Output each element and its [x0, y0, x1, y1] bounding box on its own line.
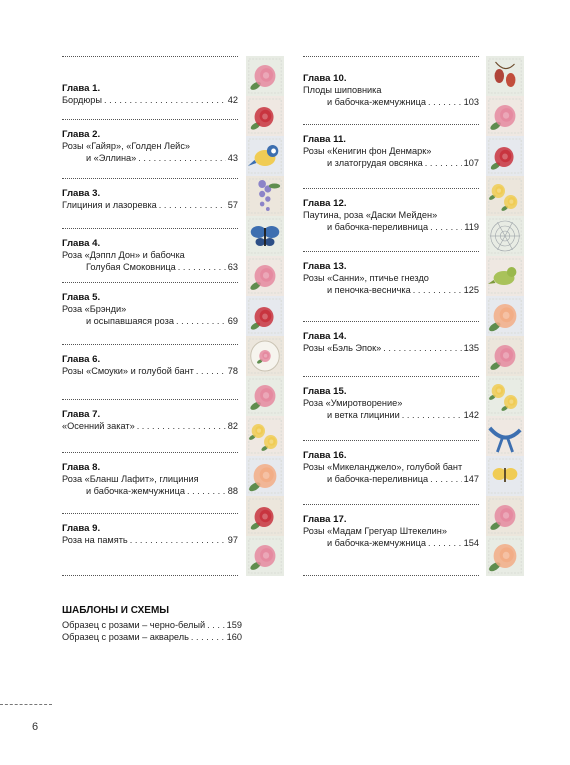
chapter-line-text: Розы «Микеланджело», голубой бант: [303, 462, 463, 472]
toc-entry[interactable]: [62, 129, 238, 164]
dot-leader: [413, 285, 462, 297]
templates-item-page: 160: [226, 632, 242, 642]
dot-leader: [383, 343, 461, 355]
chapter-page-number: 43: [227, 152, 238, 163]
dot-leader: [207, 619, 225, 631]
rose-hips-icon: [486, 56, 524, 96]
dotted-separator: [303, 124, 479, 125]
dot-leader: [178, 262, 226, 274]
toc-entry[interactable]: [62, 292, 238, 327]
dotted-separator: [62, 399, 238, 400]
chapter-line-text: и ветка глицинии: [327, 409, 400, 420]
dot-leader: [425, 158, 462, 170]
chapter-page-number: 103: [463, 96, 479, 107]
chapter-line-text: Плоды шиповника: [303, 85, 382, 95]
toc-entry[interactable]: [303, 331, 479, 355]
toc-entry[interactable]: [303, 261, 479, 296]
dot-leader: [159, 200, 226, 212]
chapter-line: [62, 366, 238, 378]
chapter-line-text: и пеночка-весничка: [327, 284, 411, 295]
chapter-line: [303, 398, 479, 410]
yellow-roses-icon: [246, 416, 284, 456]
dotted-separator: [303, 575, 479, 576]
plate-icon: [246, 336, 284, 376]
toc-entry[interactable]: [303, 134, 479, 169]
chapter-line-text: Паутина, роза «Даски Мейден»: [303, 210, 438, 220]
chapter-line: [303, 158, 479, 170]
dot-leader: [428, 97, 462, 109]
chapter-line-text: и осыпавшаяся роза: [86, 315, 174, 326]
chapter-line-text: Роза «Брэнди»: [62, 304, 127, 314]
chapter-title: Глава 17.: [303, 514, 347, 525]
blue-butterfly-icon: [246, 216, 284, 256]
dotted-separator: [303, 56, 479, 57]
chapter-title: Глава 14.: [303, 331, 347, 342]
chapter-page-number: 154: [463, 537, 479, 548]
dot-leader: [196, 366, 226, 378]
chapter-title: Глава 7.: [62, 409, 101, 420]
decorative-strip-right: [486, 56, 524, 576]
dotted-separator: [62, 119, 238, 120]
chapter-page-number: 147: [463, 473, 479, 484]
toc-entry[interactable]: [303, 198, 479, 233]
chapter-line: [62, 304, 238, 316]
chapter-page-number: 97: [227, 535, 238, 545]
chapter-line: [303, 222, 479, 234]
yellow-roses-icon: [486, 376, 524, 416]
chapter-line-text: Розы «Мадам Грегуар Штекелин»: [303, 526, 447, 536]
chapter-line-text: Роза «Бланш Лафит», глициния: [62, 474, 199, 484]
dot-leader: [191, 631, 225, 643]
chapter-title: Глава 16.: [303, 450, 347, 461]
red-rose-icon: [246, 296, 284, 336]
toc-entry[interactable]: [303, 514, 479, 549]
chapter-line-text: и бабочка-переливница: [327, 473, 429, 484]
dot-leader: [176, 316, 226, 328]
chapter-line-text: «Осенний закат»: [62, 421, 135, 431]
chapter-line-text: Розы «Гайяр», «Голден Лейс»: [62, 141, 191, 151]
chapter-page-number: 63: [227, 261, 238, 272]
chapter-line-text: Роза на память: [62, 535, 128, 545]
chapter-line: [62, 200, 238, 212]
dotted-separator: [62, 575, 238, 576]
dotted-separator: [303, 321, 479, 322]
dot-leader: [430, 222, 462, 234]
dotted-separator: [303, 504, 479, 505]
chapter-line-text: и бабочка-жемчужница: [327, 96, 426, 107]
chapter-line-text: и бабочка-жемчужница: [327, 537, 426, 548]
pink-rose-icon: [246, 256, 284, 296]
chapter-line: [62, 95, 238, 107]
chapter-line: [303, 85, 479, 97]
wisteria-sprig-icon: [246, 176, 284, 216]
toc-entry[interactable]: [62, 354, 238, 378]
dotted-separator: [62, 178, 238, 179]
dotted-separator: [62, 513, 238, 514]
dot-leader: [402, 410, 462, 422]
footer-rule: [0, 704, 52, 705]
chapter-title: Глава 4.: [62, 238, 101, 249]
chapter-line: [62, 421, 238, 433]
dot-leader: [104, 95, 226, 107]
chapter-title: Глава 1.: [62, 83, 101, 94]
chapter-line: [303, 526, 479, 538]
templates-item[interactable]: [62, 631, 242, 643]
chapter-line-text: Роза «Умиротворение»: [303, 398, 403, 408]
toc-entry[interactable]: [62, 238, 238, 273]
chapter-line-text: Голубая Смоковница: [86, 261, 176, 272]
chapter-line: [303, 343, 479, 355]
dot-leader: [428, 538, 462, 550]
chapter-line: [62, 250, 238, 262]
chapter-title: Глава 11.: [303, 134, 346, 145]
toc-entry[interactable]: [303, 450, 479, 485]
dotted-separator: [62, 282, 238, 283]
chapter-line: [303, 474, 479, 486]
pink-rose-icon: [246, 536, 284, 576]
chapter-page-number: 42: [227, 95, 238, 105]
pink-rose-icon: [486, 336, 524, 376]
dotted-separator: [62, 228, 238, 229]
peach-rose-icon: [486, 296, 524, 336]
toc-entry[interactable]: [303, 73, 479, 108]
chapter-page-number: 82: [227, 421, 238, 431]
chapter-line: [303, 146, 479, 158]
dot-leader: [137, 421, 226, 433]
red-rose-icon: [246, 496, 284, 536]
chapter-title: Глава 8.: [62, 462, 101, 473]
dot-leader: [187, 486, 226, 498]
yellow-roses-icon: [486, 176, 524, 216]
chapter-title: Глава 9.: [62, 523, 101, 534]
templates-item[interactable]: [62, 619, 242, 631]
chapter-title: Глава 12.: [303, 198, 347, 209]
chapter-page-number: 57: [227, 200, 238, 210]
toc-entry[interactable]: [62, 83, 238, 107]
toc-entry[interactable]: [303, 386, 479, 421]
chapter-line-text: и бабочка-переливница: [327, 221, 429, 232]
pink-rose-icon: [486, 496, 524, 536]
chapter-title: Глава 2.: [62, 129, 101, 140]
chapter-line: [303, 410, 479, 422]
chapter-line: [62, 262, 238, 274]
chapter-line-text: и «Эллина»: [86, 152, 137, 163]
chapter-line: [62, 474, 238, 486]
chapter-title: Глава 15.: [303, 386, 347, 397]
chapter-line: [303, 285, 479, 297]
decorative-strip-left: [246, 56, 284, 576]
templates-item-text: Образец с розами – черно-белый: [62, 620, 206, 630]
chapter-line-text: и златогрудая овсянка: [327, 157, 423, 168]
peach-rose-icon: [246, 456, 284, 496]
toc-entry[interactable]: [62, 462, 238, 497]
chapter-line: [303, 210, 479, 222]
chapter-line: [62, 141, 238, 153]
green-bird-icon: [486, 256, 524, 296]
templates-item-page: 159: [226, 620, 242, 630]
chapter-page-number: 142: [463, 409, 479, 420]
chapter-line: [303, 97, 479, 109]
chapter-title: Глава 5.: [62, 292, 101, 303]
toc-entry[interactable]: [62, 409, 238, 433]
chapter-title: Глава 3.: [62, 188, 101, 199]
chapter-title: Глава 6.: [62, 354, 101, 365]
dotted-separator: [303, 440, 479, 441]
chapter-page-number: 119: [464, 221, 479, 232]
blue-tit-bird-icon: [246, 136, 284, 176]
dotted-separator: [303, 251, 479, 252]
chapter-line: [62, 486, 238, 498]
dot-leader: [130, 535, 226, 547]
templates-heading: ШАБЛОНЫ И СХЕМЫ: [62, 605, 170, 616]
peach-rose-icon: [486, 536, 524, 576]
chapter-page-number: 135: [463, 343, 479, 353]
chapter-line: [62, 316, 238, 328]
dot-leader: [430, 474, 462, 486]
red-rose-icon: [246, 96, 284, 136]
page-number: 6: [32, 721, 39, 733]
chapter-line-text: Розы «Санни», птичье гнездо: [303, 273, 429, 283]
templates-item-text: Образец с розами – акварель: [62, 632, 189, 642]
chapter-line: [62, 153, 238, 165]
chapter-page-number: 78: [227, 366, 238, 376]
chapter-line: [303, 273, 479, 285]
chapter-line-text: Глициния и лазоревка: [62, 200, 157, 210]
chapter-title: Глава 13.: [303, 261, 347, 272]
pink-rose-icon: [246, 376, 284, 416]
dotted-separator: [62, 452, 238, 453]
chapter-title: Глава 10.: [303, 73, 347, 84]
blue-ribbon-icon: [486, 416, 524, 456]
chapter-line-text: Розы «Смоуки» и голубой бант: [62, 366, 194, 376]
chapter-line: [62, 535, 238, 547]
pink-rose-icon: [486, 96, 524, 136]
dotted-separator: [303, 376, 479, 377]
dotted-separator: [303, 188, 479, 189]
chapter-line-text: Розы «Кенигин фон Денмарк»: [303, 146, 432, 156]
chapter-page-number: 125: [463, 284, 479, 295]
chapter-line-text: Роза «Дэппл Дон» и бабочка: [62, 250, 185, 260]
cobweb-icon: [486, 216, 524, 256]
chapter-line-text: и бабочка-жемчужница: [86, 485, 185, 496]
chapter-line-text: Розы «Бэль Эпок»: [303, 343, 382, 353]
chapter-page-number: 88: [227, 485, 238, 496]
chapter-line: [303, 462, 479, 474]
chapter-page-number: 69: [227, 315, 238, 326]
pink-rose-icon: [246, 56, 284, 96]
red-rose-icon: [486, 136, 524, 176]
dotted-separator: [62, 56, 238, 57]
dotted-separator: [62, 344, 238, 345]
chapter-line-text: Бордюры: [62, 95, 103, 105]
chapter-page-number: 107: [463, 157, 479, 168]
dot-leader: [138, 153, 226, 165]
toc-entry[interactable]: [62, 523, 238, 547]
toc-entry[interactable]: [62, 188, 238, 212]
chapter-line: [303, 538, 479, 550]
templates-section: [62, 604, 242, 643]
yellow-butterfly-icon: [486, 456, 524, 496]
